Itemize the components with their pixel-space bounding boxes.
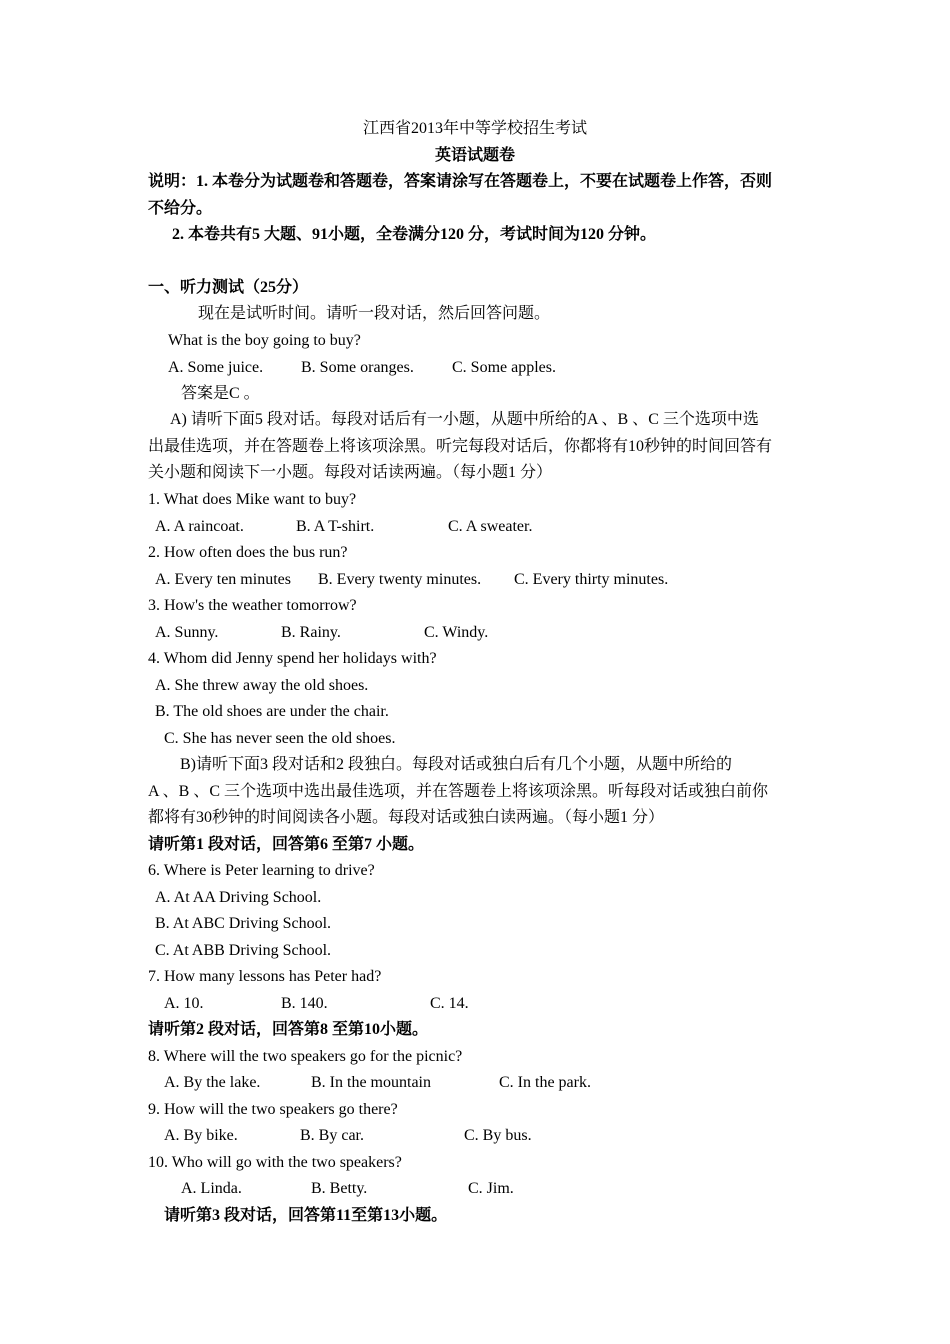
question-9-options bbox=[164, 1123, 764, 1149]
part-a-instructions-1: A) 请听下面5 段对话。每段对话后有一小题，从题中所给的A 、B 、C 三个选项中选 bbox=[170, 411, 759, 428]
question-1: 1. What does Mike want to buy? bbox=[148, 491, 357, 508]
q3-option-a: A. Sunny. bbox=[155, 624, 219, 641]
q10-option-a: A. Linda. bbox=[181, 1180, 242, 1197]
dialog-3-heading: 请听第3 段对话，回答第11至第13小题。 bbox=[164, 1207, 448, 1224]
question-6: 6. Where is Peter learning to drive? bbox=[148, 862, 375, 879]
question-9: 9. How will the two speakers go there? bbox=[148, 1101, 398, 1118]
question-3: 3. How's the weather tomorrow? bbox=[148, 597, 357, 614]
question-2-options bbox=[155, 567, 755, 593]
trial-option-b: B. Some oranges. bbox=[301, 359, 414, 376]
question-10-options bbox=[181, 1176, 781, 1202]
trial-option-c: C. Some apples. bbox=[452, 359, 556, 376]
exam-title: 江西省2013年中等学校招生考试 bbox=[362, 120, 587, 137]
part-b-instructions-3: 都将有30秒钟的时间阅读各小题。每段对话或独白读两遍。（每小题1 分） bbox=[148, 809, 665, 826]
question-8: 8. Where will the two speakers go for the picnic? bbox=[148, 1048, 463, 1065]
q2-option-a: A. Every ten minutes bbox=[155, 571, 291, 588]
q9-option-c: C. By bus. bbox=[464, 1127, 532, 1144]
part-a-instructions-3: 关小题和阅读下一小题。每段对话读两遍。（每小题1 分） bbox=[148, 464, 553, 481]
q4-option-a: A. She threw away the old shoes. bbox=[155, 677, 369, 694]
q3-option-b: B. Rainy. bbox=[281, 624, 341, 641]
q8-option-b: B. In the mountain bbox=[311, 1074, 431, 1091]
q6-option-c: C. At ABB Driving School. bbox=[155, 942, 332, 959]
q10-option-b: B. Betty. bbox=[311, 1180, 368, 1197]
q1-option-a: A. A raincoat. bbox=[155, 518, 244, 535]
q3-option-c: C. Windy. bbox=[424, 624, 489, 641]
instructions-note-2: 2. 本卷共有5 大题、91小题，全卷满分120 分，考试时间为120 分钟。 bbox=[172, 226, 657, 243]
q4-option-b: B. The old shoes are under the chair. bbox=[155, 703, 389, 720]
instructions-note-1: 说明：1. 本卷分为试题卷和答题卷，答案请涂写在答题卷上，不要在试题卷上作答，否则 bbox=[148, 173, 773, 190]
question-10: 10. Who will go with the two speakers? bbox=[148, 1154, 402, 1171]
q6-option-b: B. At ABC Driving School. bbox=[155, 915, 332, 932]
question-2: 2. How often does the bus run? bbox=[148, 544, 348, 561]
q2-option-c: C. Every thirty minutes. bbox=[514, 571, 669, 588]
q10-option-c: C. Jim. bbox=[468, 1180, 514, 1197]
q7-option-a: A. 10. bbox=[164, 995, 204, 1012]
q8-option-c: C. In the park. bbox=[499, 1074, 591, 1091]
trial-question: What is the boy going to buy? bbox=[168, 332, 361, 349]
part-b-instructions-1: B)请听下面3 段对话和2 段独白。每段对话或独白后有几个小题，从题中所给的 bbox=[180, 756, 733, 773]
question-3-options bbox=[155, 620, 755, 646]
q7-option-b: B. 140. bbox=[281, 995, 328, 1012]
trial-answer: 答案是C 。 bbox=[181, 385, 260, 402]
question-1-options bbox=[155, 514, 755, 540]
q7-option-c: C. 14. bbox=[430, 995, 469, 1012]
instructions-note-1-cont: 不给分。 bbox=[148, 200, 213, 217]
part-a-instructions-2: 出最佳选项，并在答题卷上将该项涂黑。听完每段对话后，你都将有10秒钟的时间回答有 bbox=[148, 438, 773, 455]
dialog-2-heading: 请听第2 段对话，回答第8 至第10小题。 bbox=[148, 1021, 429, 1038]
question-8-options bbox=[164, 1070, 764, 1096]
part-b-instructions-2: A 、B 、C 三个选项中选出最佳选项，并在答题卷上将该项涂黑。听每段对话或独白前你 bbox=[148, 783, 769, 800]
exam-subtitle: 英语试题卷 bbox=[434, 147, 515, 164]
question-7: 7. How many lessons has Peter had? bbox=[148, 968, 382, 985]
section-1-heading: 一、听力测试（25分） bbox=[148, 279, 309, 296]
q4-option-c: C. She has never seen the old shoes. bbox=[164, 730, 396, 747]
q2-option-b: B. Every twenty minutes. bbox=[318, 571, 482, 588]
trial-option-a: A. Some juice. bbox=[168, 359, 264, 376]
q1-option-b: B. A T-shirt. bbox=[296, 518, 375, 535]
trial-intro: 现在是试听时间。请听一段对话，然后回答问题。 bbox=[198, 305, 551, 322]
q9-option-a: A. By bike. bbox=[164, 1127, 238, 1144]
q1-option-c: C. A sweater. bbox=[448, 518, 533, 535]
q9-option-b: B. By car. bbox=[300, 1127, 364, 1144]
question-7-options bbox=[164, 991, 764, 1017]
q8-option-a: A. By the lake. bbox=[164, 1074, 261, 1091]
q6-option-a: A. At AA Driving School. bbox=[155, 889, 322, 906]
question-4: 4. Whom did Jenny spend her holidays with? bbox=[148, 650, 437, 667]
dialog-1-heading: 请听第1 段对话，回答第6 至第7 小题。 bbox=[148, 836, 425, 853]
